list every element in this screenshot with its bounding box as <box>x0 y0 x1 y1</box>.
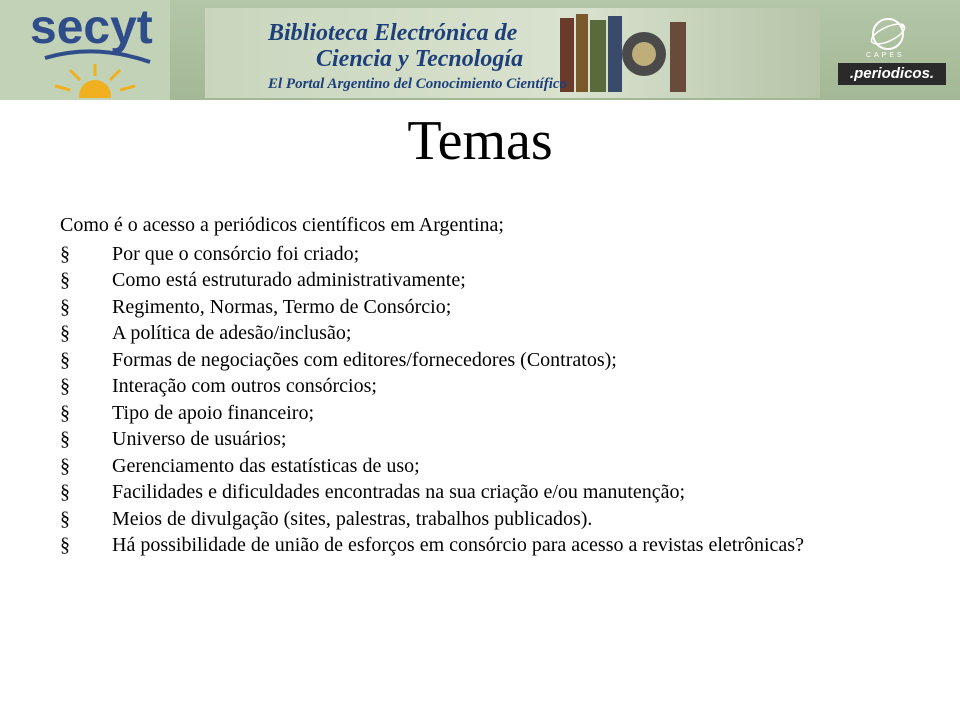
list-item-text: Facilidades e dificuldades encontradas na sua criação e/ou manutenção; <box>112 481 686 503</box>
list-item-text: Há possibilidade de união de esforços em consórcio para acesso a revistas eletrônicas? <box>112 534 804 556</box>
bullet-icon: § <box>60 401 70 424</box>
bullet-icon: § <box>60 295 70 318</box>
list-item-text: Meios de divulgação (sites, palestras, trabalhos publicados). <box>112 507 593 530</box>
portal-title-line2: Ciencia y Tecnología <box>316 46 524 72</box>
bullet-icon: § <box>60 454 70 477</box>
list-item <box>60 294 920 321</box>
capes-logo-icon <box>868 14 908 54</box>
list-item <box>60 426 920 453</box>
slide-title: Temas <box>407 110 553 172</box>
list-item-text: Regimento, Normas, Termo de Consórcio; <box>112 295 452 318</box>
header-banner <box>0 0 960 100</box>
list-item <box>60 532 920 559</box>
list-item-text: Universo de usuários; <box>112 428 287 450</box>
bullet-icon: § <box>60 242 70 265</box>
list-item-text: Gerenciamento das estatísticas de uso; <box>112 454 420 477</box>
portal-title <box>268 20 523 72</box>
list-item-text: Interação com outros consórcios; <box>112 375 377 397</box>
bullet-icon: § <box>60 322 70 344</box>
bullet-icon: § <box>60 507 70 530</box>
bullet-icon: § <box>60 348 70 371</box>
list-item-text: Como está estruturado administrativamente; <box>112 269 466 291</box>
secyt-wordmark: secyt <box>30 1 153 54</box>
list-item <box>60 241 920 268</box>
bullet-icon: § <box>60 269 70 291</box>
list-item-text: A política de adesão/inclusão; <box>112 322 352 344</box>
sun-rays-icon <box>40 48 155 98</box>
secyt-logo <box>0 0 170 100</box>
slide-content <box>60 212 920 559</box>
bullet-icon: § <box>60 534 70 556</box>
portal-title-line1: Biblioteca Electrónica de <box>268 20 518 46</box>
bullet-icon: § <box>60 375 70 397</box>
capes-label: CAPES <box>866 52 905 59</box>
list-item <box>60 347 920 374</box>
list-item-text: Tipo de apoio financeiro; <box>112 401 315 424</box>
list-item <box>60 320 920 347</box>
bullet-icon: § <box>60 428 70 450</box>
list-item <box>60 506 920 533</box>
list-item-text: Por que o consórcio foi criado; <box>112 242 360 265</box>
list-item <box>60 453 920 480</box>
list-item-text: Formas de negociações com editores/fornecedores (Contratos); <box>112 348 617 371</box>
list-item <box>60 373 920 400</box>
bullet-icon: § <box>60 481 70 503</box>
list-item <box>60 267 920 294</box>
list-item <box>60 479 920 506</box>
periodicos-logo: .periodicos. <box>838 63 946 85</box>
list-item <box>60 400 920 427</box>
books-icon <box>560 10 690 92</box>
intro-text: Como é o acesso a periódicos científicos em Argentina; <box>60 214 504 236</box>
portal-subtitle: El Portal Argentino del Conocimiento Científico <box>268 76 568 92</box>
